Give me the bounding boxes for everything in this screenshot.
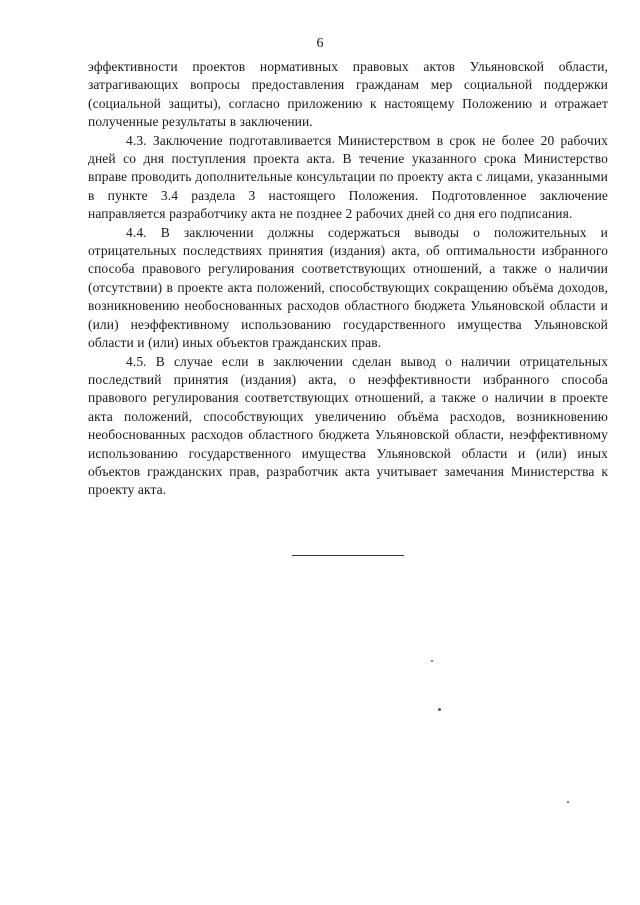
paragraph-section-4-3: 4.3. Заключение подготавливается Министерством в срок не более 20 рабочих дней со дня поступления проекта акта. В течение указанного срока Министерство вправе проводить дополнительные консультации по проекту акта с лицами, указанными в пункте 3.4 раздела 3 настоящего Положения. Подготовленное заключение направляется разработчику акта не позднее 2 рабочих дней со дня его подписания. [88,132,608,222]
end-of-document-rule [292,555,404,556]
scan-speck [431,660,433,662]
paragraph-continuation: эффективности проектов нормативных правовых актов Ульяновской области, затрагивающих вопросы предоставления гражданам мер социальной поддержки (социальной защиты), согласно приложению к настоящему Положению и отражает полученные результаты в заключении. [88,59,608,130]
page-number: 6 [316,36,324,51]
scan-speck [438,708,441,711]
scan-speck [567,801,569,803]
paragraph-section-4-5: 4.5. В случае если в заключении сделан вывод о наличии отрицательных последствий принятия (издания) акта, о неэффективности избранного способа правового регулирования соответствующих отношений, а также о наличии в проекте акта положений, способствующих увеличению объёма расходов, возникновению необоснованных расходов областного бюджета Ульяновской области, неэффективному использованию государственного имущества Ульяновской области и (или) иных объектов гражданских прав, разработчик акта учитывает замечания Министерства к проекту акта. [88,353,608,498]
paragraph-section-4-4: 4.4. В заключении должны содержаться выводы о положительных и отрицательных последствиях принятия (издания) акта, об оптимальности избранного способа правового регулирования соответствующих отношений, а также о наличии (отсутствии) в проекте акта положений, способствующих сокращению объёма доходов, возникновению необоснованных расходов областного бюджета Ульяновской области и (или) неэффективному использованию государственного имущества Ульяновской области и (или) иных объектов гражданских прав. [88,224,608,351]
document-body [88,58,608,500]
